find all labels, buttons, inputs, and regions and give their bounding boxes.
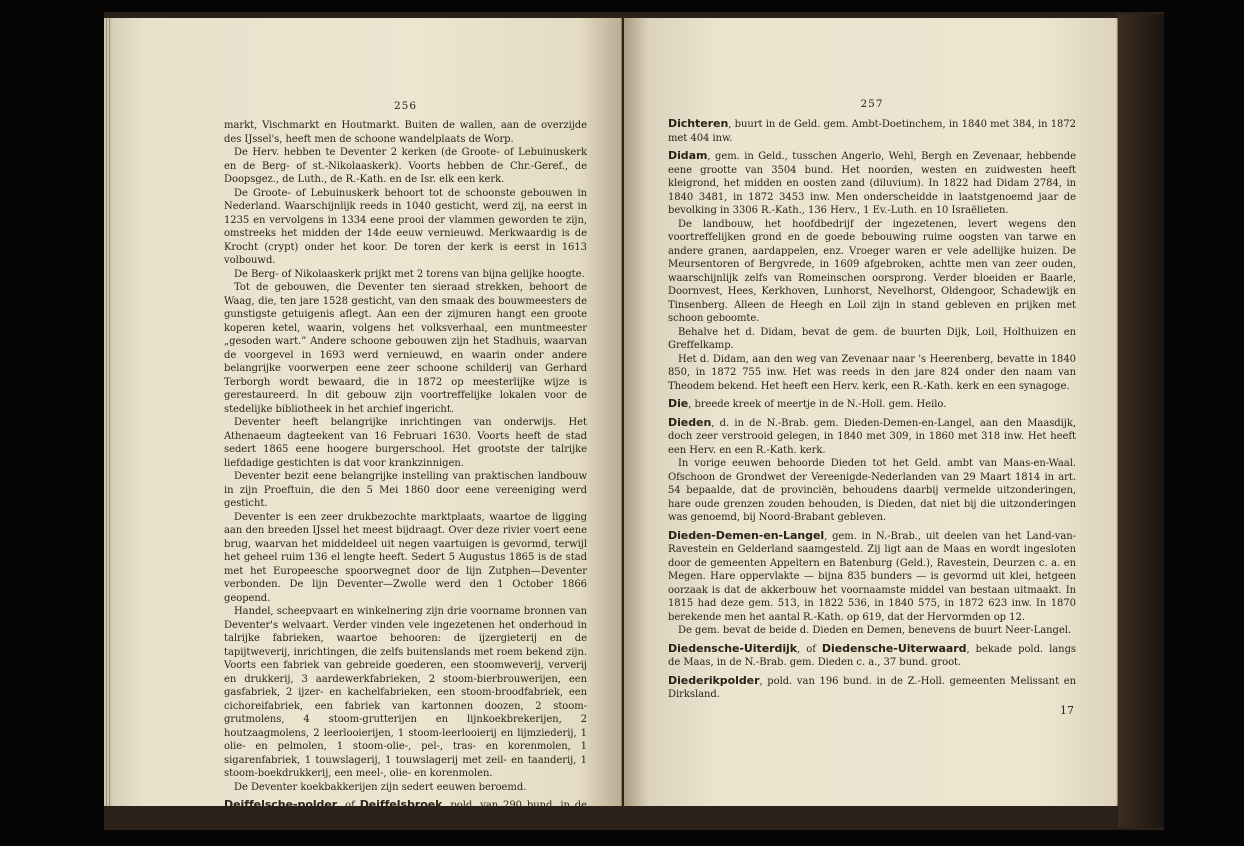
dictionary-entry	[224, 798, 587, 826]
signature-mark: 17	[1060, 703, 1074, 717]
paragraph: De Berg- of Nikolaaskerk prijkt met 2 torens van bijna gelijke hoogte.	[234, 268, 585, 280]
entry-text: , d. in de N.-Brab. gem. Dieden-Demen-en-Langel, aan den Maasdijk, doch zeer verstrooid gelegen, in 1840 met 309, in 1860 met 318 inw. Het heeft een Herv. en een R.-Kath. kerk.	[668, 417, 1076, 456]
paragraph: De landbouw, het hoofdbedrijf der ingezetenen, levert wegens den voortreffelijken grond en de goede bebouwing ruime oogsten van tarwe en andere granen, aardappelen, enz. Vroeger waren er vele adellijke huizen. De Meursentoren of Bergvrede, in 1609 afgebroken, achtte men van zeer ouden, waarschijnlijk zelfs van Romeinschen oorsprong. Verder bloeiden er Baarle, Doornvest, Hees, Kerkhoven, Lunhorst, Nevelhorst, Oldengoor, Schadewijk en Tinsenberg. Alleen de Heegh en Loil zijn in stand gebleven en prijken met schoon geboomte.	[668, 218, 1076, 324]
entry-headword: Dichteren	[668, 117, 729, 130]
entry-headword-alt: Deiffelsbroek	[359, 798, 443, 811]
left-page	[112, 18, 622, 825]
dictionary-entry	[668, 149, 1076, 218]
entry-text: , pold. van 196 bund. in de Z.-Holl. gemeenten Melissant en Dirksland.	[668, 675, 1076, 700]
entry-headword: Dieden-Demen-en-Langel	[668, 528, 825, 542]
entry-headword-alt: Diedensche-Uiterwaard	[821, 641, 967, 655]
entry-text: , pold. van 290 bund. in de Z.-Holl. gem. Pernis.	[224, 800, 587, 825]
book-cover-edge	[1118, 14, 1164, 828]
dictionary-entry	[668, 397, 1076, 412]
entry-headword: Diedensche-Uiterdijk	[668, 641, 798, 655]
paragraph: De Deventer koekbakkerijen zijn sedert eeuwen beroemd.	[234, 781, 527, 793]
entry-text: , buurt in de Geld. gem. Ambt-Doetinchem, in 1840 met 384, in 1872 met 404 inw.	[668, 119, 1076, 144]
entry-headword: Diederikpolder	[668, 673, 760, 687]
page-number: 257	[860, 98, 884, 110]
entry-connector: , of	[797, 643, 822, 655]
right-page	[624, 18, 1116, 806]
entry-text: , breede kreek of meertje in de N.-Holl. gem. Heilo.	[688, 399, 947, 410]
paragraph: Tot de gebouwen, die Deventer ten sieraad strekken, behoort de Waag, die, ten jare 1528 gesticht, van den smaak des bouwmeesters de gunstigste getuigenis aflegt. Aan een der zijmuren hangt een groote koperen ketel, waarin, volgens het volksverhaal, een muntmeester „gesoden wart.” Andere schoone gebouwen zijn het Stadhuis, waarvan de voorgevel in 1693 werd vernieuwd, en waarin onder andere belangrijke voorwerpen eene zeer schoone schilderij van Gerhard Terborgh wordt bewaard, die in 1872 op meesterlijke wijze is gerestaureerd. In dit gebouw zijn voortreffelijke lokalen voor de stedelijke bibliotheek in het archief ingericht.	[224, 282, 587, 415]
entry-headword: Die	[668, 397, 689, 410]
paragraph: Deventer is een zeer drukbezochte marktplaats, waartoe de ligging aan den breeden IJssel het meest bijdraagt. Over deze rivier voert eene brug, waarvan het middeldeel uit negen vaartuigen is gevormd, terwijl het geheel ruim 136 el lengte heeft. Sedert 5 Augustus 1865 is de stad met het Europeesche spoorwegnet door de lijn Zutphen—Deventer verbonden. De lijn Deventer—Zwolle werd den 1 October 1866 geopend.	[224, 511, 587, 604]
paragraph: markt, Vischmarkt en Houtmarkt. Buiten de wallen, aan de overzijde des IJssel's, heeft men de schoone wandelplaats de Worp.	[224, 120, 587, 145]
entry-headword: Deiffelsche-polder	[224, 798, 338, 811]
dictionary-entry	[668, 117, 1076, 145]
dictionary-entry	[668, 674, 1076, 702]
paragraph: Het d. Didam, aan den weg van Zevenaar naar 's Heerenberg, bevatte in 1840 850, in 1872 755 inw. Het was reeds in den jare 824 onder den naam van Theodem bekend. Het heeft een Herv. kerk, een R.-Kath. kerk en een synagoge.	[668, 353, 1076, 392]
paragraph: Deventer heeft belangrijke inrichtingen van onderwijs. Het Athenaeum dagteekent van 16 Februari 1630. Voorts heeft de stad sedert 1865 eene hoogere burgerschool. Het grootste der talrijke liefdadige gestichten is dat voor krankzinnigen.	[224, 417, 587, 469]
paragraph: De Groote- of Lebuinuskerk behoort tot de schoonste gebouwen in Nederland. Waarschijnlijk reeds in 1040 gesticht, werd zij, na eerst in 1235 en vervolgens in 1334 eene prooi der vlammen geworden te zijn, omstreeks het midden der 14de eeuw vernieuwd. Merkwaardig is de Krocht (crypt) onder het koor. De toren der kerk is eerst in 1613 volbouwd.	[224, 187, 587, 266]
entry-text: , gem. in Geld., tusschen Angerlo, Wehl, Bergh en Zevenaar, hebbende eene grootte van 3504 bund. Het noorden, westen en zuidwesten heeft kleigrond, het midden en oosten zand (diluvium). In 1822 had Didam 2784, in 1840 3481, in 1872 3453 inw. Men onderscheidde in laatstgenoemd jaar de bevolking in 3306 R.-Kath., 136 Herv., 1 Ev.-Luth. en 10 Israëlieten.	[668, 151, 1076, 216]
paragraph: De gem. bevat de beide d. Dieden en Demen, benevens de buurt Neer-Langel.	[678, 625, 1072, 636]
paragraph: Deventer bezit eene belangrijke instelling van praktischen landbouw in zijn Proeftuin, die den 5 Mei 1860 door eene vereeniging werd gesticht.	[224, 471, 587, 509]
dictionary-entry	[668, 642, 1076, 670]
page-number: 256	[393, 100, 418, 112]
entry-headword: Didam	[668, 149, 708, 162]
entry-headword: Dieden	[668, 415, 712, 429]
paragraph: Behalve het d. Didam, bevat de gem. de buurten Dijk, Loil, Holthuizen en Greffelkamp.	[668, 326, 1076, 351]
dictionary-entry	[668, 529, 1076, 625]
dictionary-entry	[668, 416, 1076, 458]
entry-text: , gem. in N.-Brab., uit deelen van het Land-van-Ravestein en Gelderland saamgesteld. Zij ligt aan de Maas en wordt ingesloten door de gemeenten Appeltern en Batenburg (Geld.), Ravestein, Deurzen c. a. en Megen. Hare oppervlakte — bijna 835 bunders — is gevormd uit klei, hetgeen oorzaak is dat de akkerbouw het voornaamste middel van bestaan uitmaakt. In 1815 had deze gem. 513, in 1822 536, in 1840 575, in 1872 623 inw. In 1870 berekende men het aantal R.-Kath. op 619, dat der Hervormden op 12.	[668, 530, 1076, 623]
entry-text: , bekade pold. langs de Maas, in de N.-Brab. gem. Dieden c. a., 37 bund. groot.	[668, 643, 1076, 668]
entry-connector: , of	[337, 800, 360, 811]
paragraph: De Herv. hebben te Deventer 2 kerken (de Groote- of Lebuinuskerk en de Berg- of st.-Nikolaaskerk). Voorts hebben de Chr.-Geref., de Doopsgez., de Luth., de R.-Kath. en de Isr. elk een kerk.	[224, 147, 587, 185]
paragraph: Handel, scheepvaart en winkelnering zijn drie voorname bronnen van Deventer's welvaart. Verder vinden vele ingezetenen het onderhoud in talrijke fabrieken, waartoe behooren: de ijzergieterij en de tapijtweverij, inrichtingen, die zelfs buitenslands met roem bekend zijn. Voorts een fabriek van gebreide goederen, een stoomweverij, ververij en drukkerij, 3 aardewerkfabrieken, 2 stoom-bierbrouwerijen, een gasfabriek, 2 ijzer- en kachelfabrieken, een stoom-broodfabriek, een cichoreifabriek, een fabriek van kartonnen doozen, 2 stoom-grutmolens, 4 stoom-grutterijen en lijnkoekbrekerijen, 2 houtzaagmolens, 2 leerlooierijen, 1 stoom-leerlooierij en lijmziederij, 1 olie- en pelmolen, 1 stoom-olie-, pel-, tras- en korenmolen, 1 sigarenfabriek, 1 touwslagerij, 1 touwslagerij met zeil- en taanderij, 1 stoom-boekdrukkerij, een meel-, olie- en korenmolen.	[224, 606, 587, 779]
paragraph: In vorige eeuwen behoorde Dieden tot het Geld. ambt van Maas-en-Waal. Ofschoon de Grondwet der Vereenigde-Nederlanden van 29 Maart 1814 in art. 54 bepaalde, dat de provinciën, behoudens daarbij vermelde uitzonderingen, hare oude grenzen zouden behouden, is Dieden, dat niet bij die uitzonderingen was genoemd, bij Noord-Brabant gebleven.	[668, 458, 1076, 523]
